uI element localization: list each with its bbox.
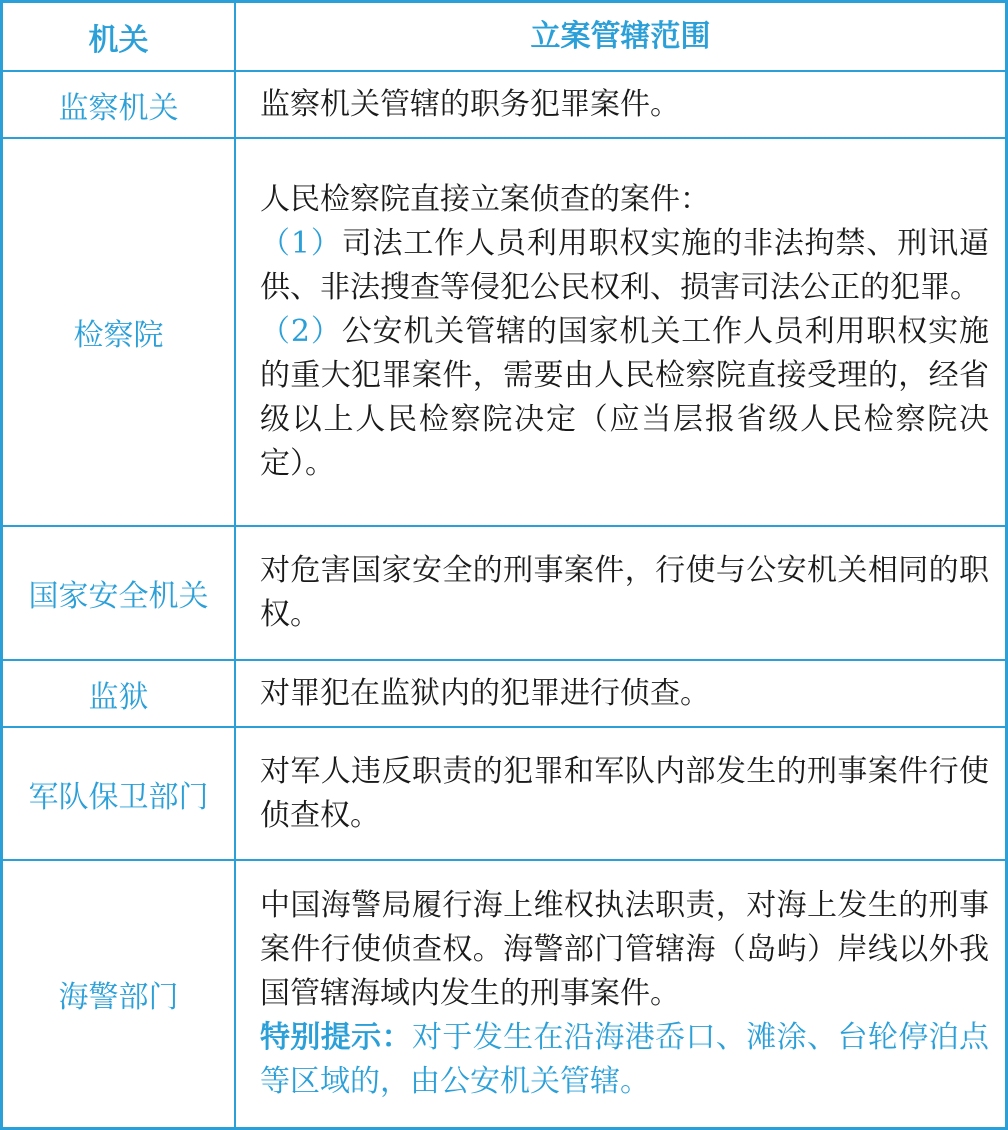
special-tip bbox=[260, 1016, 989, 1104]
scope-text: 对军人违反职责的犯罪和军队内部发生的刑事案件行使侦查权。 bbox=[260, 753, 989, 833]
scope-cell bbox=[236, 527, 1005, 659]
table-row bbox=[3, 137, 1005, 525]
scope-text: 对危害国家安全的刑事案件，行使与公安机关相同的职权。 bbox=[260, 553, 989, 632]
scope-cell bbox=[236, 861, 1005, 1127]
scope-cell bbox=[236, 661, 1005, 726]
table-header-row bbox=[3, 3, 1005, 70]
tip-label: 特别提示： bbox=[260, 1020, 412, 1055]
scope-cell bbox=[236, 139, 1005, 525]
scope-text: 监察机关管辖的职务犯罪案件。 bbox=[260, 86, 680, 122]
agency-cell: 监狱 bbox=[3, 661, 236, 726]
header-agency: 机关 bbox=[3, 3, 236, 70]
scope-text: 对罪犯在监狱内的犯罪进行侦查。 bbox=[260, 675, 710, 711]
scope-intro: 人民检察院直接立案侦查的案件： bbox=[260, 182, 710, 217]
scope-item bbox=[260, 222, 989, 310]
tip-text: 对于发生在沿海港岙口、滩涂、台轮停泊点等区域的，由公安机关管辖。 bbox=[260, 1020, 990, 1099]
scope-cell bbox=[236, 72, 1005, 137]
agency-cell: 检察院 bbox=[3, 139, 236, 525]
scope-cell bbox=[236, 728, 1005, 859]
item-number: （2） bbox=[260, 314, 342, 349]
table-row bbox=[3, 726, 1005, 859]
scope-item bbox=[260, 310, 989, 486]
table-row bbox=[3, 659, 1005, 726]
agency-cell: 军队保卫部门 bbox=[3, 728, 236, 859]
table-row bbox=[3, 859, 1005, 1127]
agency-cell: 监察机关 bbox=[3, 72, 236, 137]
header-scope: 立案管辖范围 bbox=[530, 18, 711, 54]
item-number: （1） bbox=[260, 226, 342, 261]
item-text: 司法工作人员利用职权实施的非法拘禁、刑讯逼供、非法搜查等侵犯公民权利、损害司法公正的犯罪。 bbox=[260, 226, 989, 305]
table-row bbox=[3, 70, 1005, 137]
item-text: 公安机关管辖的国家机关工作人员利用职权实施的重大犯罪案件，需要由人民检察院直接受理的，经省级以上人民检察院决定（应当层报省级人民检察院决定）。 bbox=[260, 314, 989, 481]
table-row bbox=[3, 525, 1005, 659]
agency-cell: 海警部门 bbox=[3, 861, 236, 1127]
scope-text: 中国海警局履行海上维权执法职责，对海上发生的刑事案件行使侦查权。海警部门管辖海（岛屿）岸线以外我国管辖海域内发生的刑事案件。 bbox=[260, 888, 989, 1011]
agency-cell: 国家安全机关 bbox=[3, 527, 236, 659]
